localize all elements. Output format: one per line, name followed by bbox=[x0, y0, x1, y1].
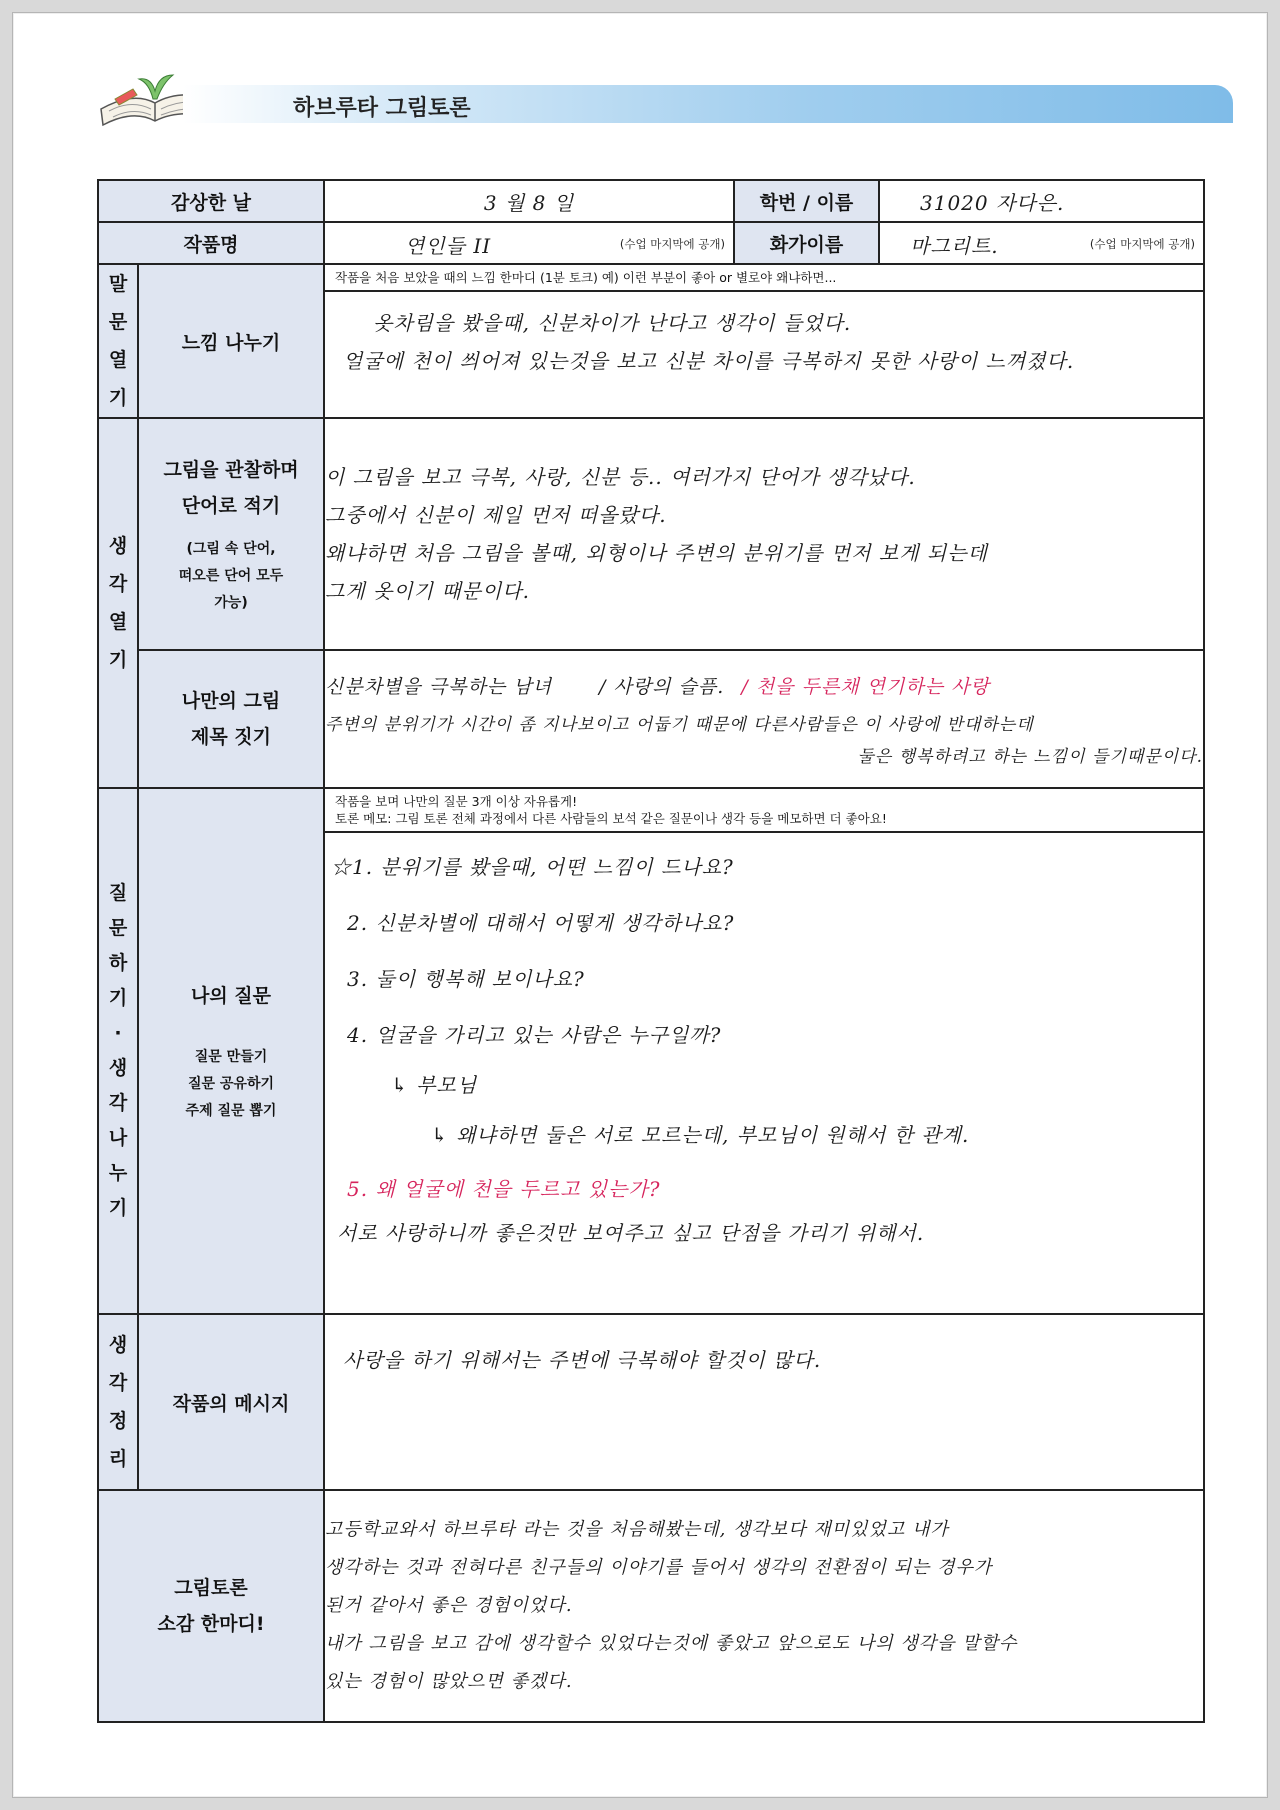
reflection-cell[interactable] bbox=[324, 1490, 1204, 1722]
questions-cell[interactable] bbox=[324, 788, 1204, 1314]
message-cell[interactable] bbox=[324, 1314, 1204, 1490]
row-reflection bbox=[98, 1490, 1204, 1722]
row-title bbox=[98, 650, 1204, 788]
side-label-saeng-gak: 생 각 열 기 bbox=[98, 418, 138, 788]
artist-value: 마그리트. bbox=[910, 234, 999, 258]
feeling-label: 느낌 나누기 bbox=[138, 264, 324, 418]
work-note: (수업 마지막에 공개) bbox=[619, 237, 725, 251]
side-label-jil-mun: 질 문 하 기 · 생 각 나 누 기 bbox=[98, 788, 138, 1314]
work-label: 작품명 bbox=[98, 222, 324, 264]
artist-label: 화가이름 bbox=[734, 222, 879, 264]
page-title: 하브루타 그림토론 bbox=[293, 96, 471, 121]
reflection-line: 생각하는 것과 전혀다른 친구들의 이야기를 들어서 생각의 전환점이 되는 경우가 bbox=[325, 1557, 993, 1578]
question-item: 3. 둘이 행복해 보이나요? bbox=[347, 967, 585, 991]
title-reason-line: 주변의 분위기가 시간이 좀 지나보이고 어둡기 때문에 다른사람들은 이 사랑에 반대하는데 bbox=[325, 715, 1034, 735]
question-item-red: 5. 왜 얼굴에 천을 두르고 있는가? bbox=[347, 1177, 661, 1201]
work-value: 연인들 II bbox=[405, 234, 492, 258]
message-answer: 사랑을 하기 위해서는 주변에 극복해야 할것이 많다. bbox=[343, 1348, 822, 1372]
observe-answer-line: 그게 옷이기 때문이다. bbox=[325, 579, 530, 603]
side-label-jeong-ri: 생 각 정 리 bbox=[98, 1314, 138, 1490]
my-title-label: 나만의 그림 제목 짓기 bbox=[138, 650, 324, 788]
worksheet-table bbox=[97, 179, 1205, 1723]
row-observe bbox=[98, 418, 1204, 650]
feeling-cell[interactable] bbox=[324, 264, 1204, 418]
title-answer-red: / 천을 두른채 연기하는 사랑 bbox=[741, 676, 990, 698]
header-banner bbox=[93, 69, 1233, 127]
observe-answer-line: 그중에서 신분이 제일 먼저 떠올랐다. bbox=[325, 503, 667, 527]
row-work bbox=[98, 222, 1204, 264]
side-label-mal-mun: 말 문 열 기 bbox=[98, 264, 138, 418]
reflection-line: 된거 같아서 좋은 경험이었다. bbox=[325, 1595, 573, 1616]
question-item: 2. 신분차별에 대해서 어떻게 생각하나요? bbox=[347, 911, 735, 935]
my-title-cell[interactable] bbox=[324, 650, 1204, 788]
row-date bbox=[98, 180, 1204, 222]
question-item: 4. 얼굴을 가리고 있는 사람은 누구일까? bbox=[347, 1023, 722, 1047]
title-answer-alt: / 사랑의 슬픔. bbox=[599, 676, 725, 698]
question-subanswer: ↳ 부모님 bbox=[391, 1073, 478, 1097]
observe-label: 그림을 관찰하며 단어로 적기 (그림 속 단어, 떠오른 단어 모두 가능) bbox=[138, 418, 324, 650]
id-label: 학번 / 이름 bbox=[734, 180, 879, 222]
question-subanswer: 서로 사랑하니까 좋은것만 보여주고 싶고 단점을 가리기 위해서. bbox=[337, 1221, 925, 1245]
question-subanswer: ↳ 왜냐하면 둘은 서로 모르는데, 부모님이 원해서 한 관계. bbox=[431, 1123, 970, 1147]
observe-answer-line: 왜냐하면 처음 그림을 볼때, 외형이나 주변의 분위기를 먼저 보게 되는데 bbox=[325, 541, 988, 565]
my-questions-label: 나의 질문 질문 만들기 질문 공유하기 주제 질문 뽑기 bbox=[138, 788, 324, 1314]
artist-field[interactable] bbox=[879, 222, 1204, 264]
reflection-line: 고등학교와서 하브루타 라는 것을 처음해봤는데, 생각보다 재미있었고 내가 bbox=[325, 1519, 949, 1540]
reflection-line: 내가 그림을 보고 감에 생각할수 있었다는것에 좋았고 앞으로도 나의 생각을 말할수 bbox=[325, 1633, 1018, 1654]
observe-cell[interactable] bbox=[324, 418, 1204, 650]
student-id-field[interactable]: 31020 자다은. bbox=[879, 180, 1204, 222]
worksheet-page bbox=[12, 12, 1268, 1798]
questions-prompt: 작품을 보며 나만의 질문 3개 이상 자유롭게! 토론 메모: 그림 토론 전체 과정에서 다른 사람들의 보석 같은 질문이나 생각 등을 메모하면 더 좋아요! bbox=[325, 789, 1203, 833]
reflection-label: 그림토론 소감 한마디! bbox=[98, 1490, 324, 1722]
row-feeling bbox=[98, 264, 1204, 418]
feeling-prompt: 작품을 처음 보았을 때의 느낌 한마디 (1분 토크) 예) 이런 부분이 좋아 or 별로야 왜냐하면... bbox=[325, 265, 1203, 292]
row-message bbox=[98, 1314, 1204, 1490]
feeling-answer-line: 얼굴에 천이 씌어져 있는것을 보고 신분 차이를 극복하지 못한 사랑이 느껴졌다. bbox=[343, 349, 1075, 373]
row-questions bbox=[98, 788, 1204, 1314]
title-reason-line: 둘은 행복하려고 하는 느낌이 들기때문이다. bbox=[857, 747, 1203, 767]
date-field[interactable]: 3 월 8 일 bbox=[324, 180, 734, 222]
date-label: 감상한 날 bbox=[98, 180, 324, 222]
question-item: ☆1. 분위기를 봤을때, 어떤 느낌이 드나요? bbox=[331, 855, 734, 879]
reflection-line: 있는 경험이 많았으면 좋겠다. bbox=[325, 1671, 573, 1692]
observe-answer-line: 이 그림을 보고 극복, 사랑, 신분 등.. 여러가지 단어가 생각났다. bbox=[325, 465, 916, 489]
message-label: 작품의 메시지 bbox=[138, 1314, 324, 1490]
title-answer: 신분차별을 극복하는 남녀 bbox=[325, 676, 552, 698]
artist-note: (수업 마지막에 공개) bbox=[1089, 237, 1195, 251]
feeling-answer-line: 옷차림을 봤을때, 신분차이가 난다고 생각이 들었다. bbox=[373, 311, 852, 335]
work-field[interactable] bbox=[324, 222, 734, 264]
